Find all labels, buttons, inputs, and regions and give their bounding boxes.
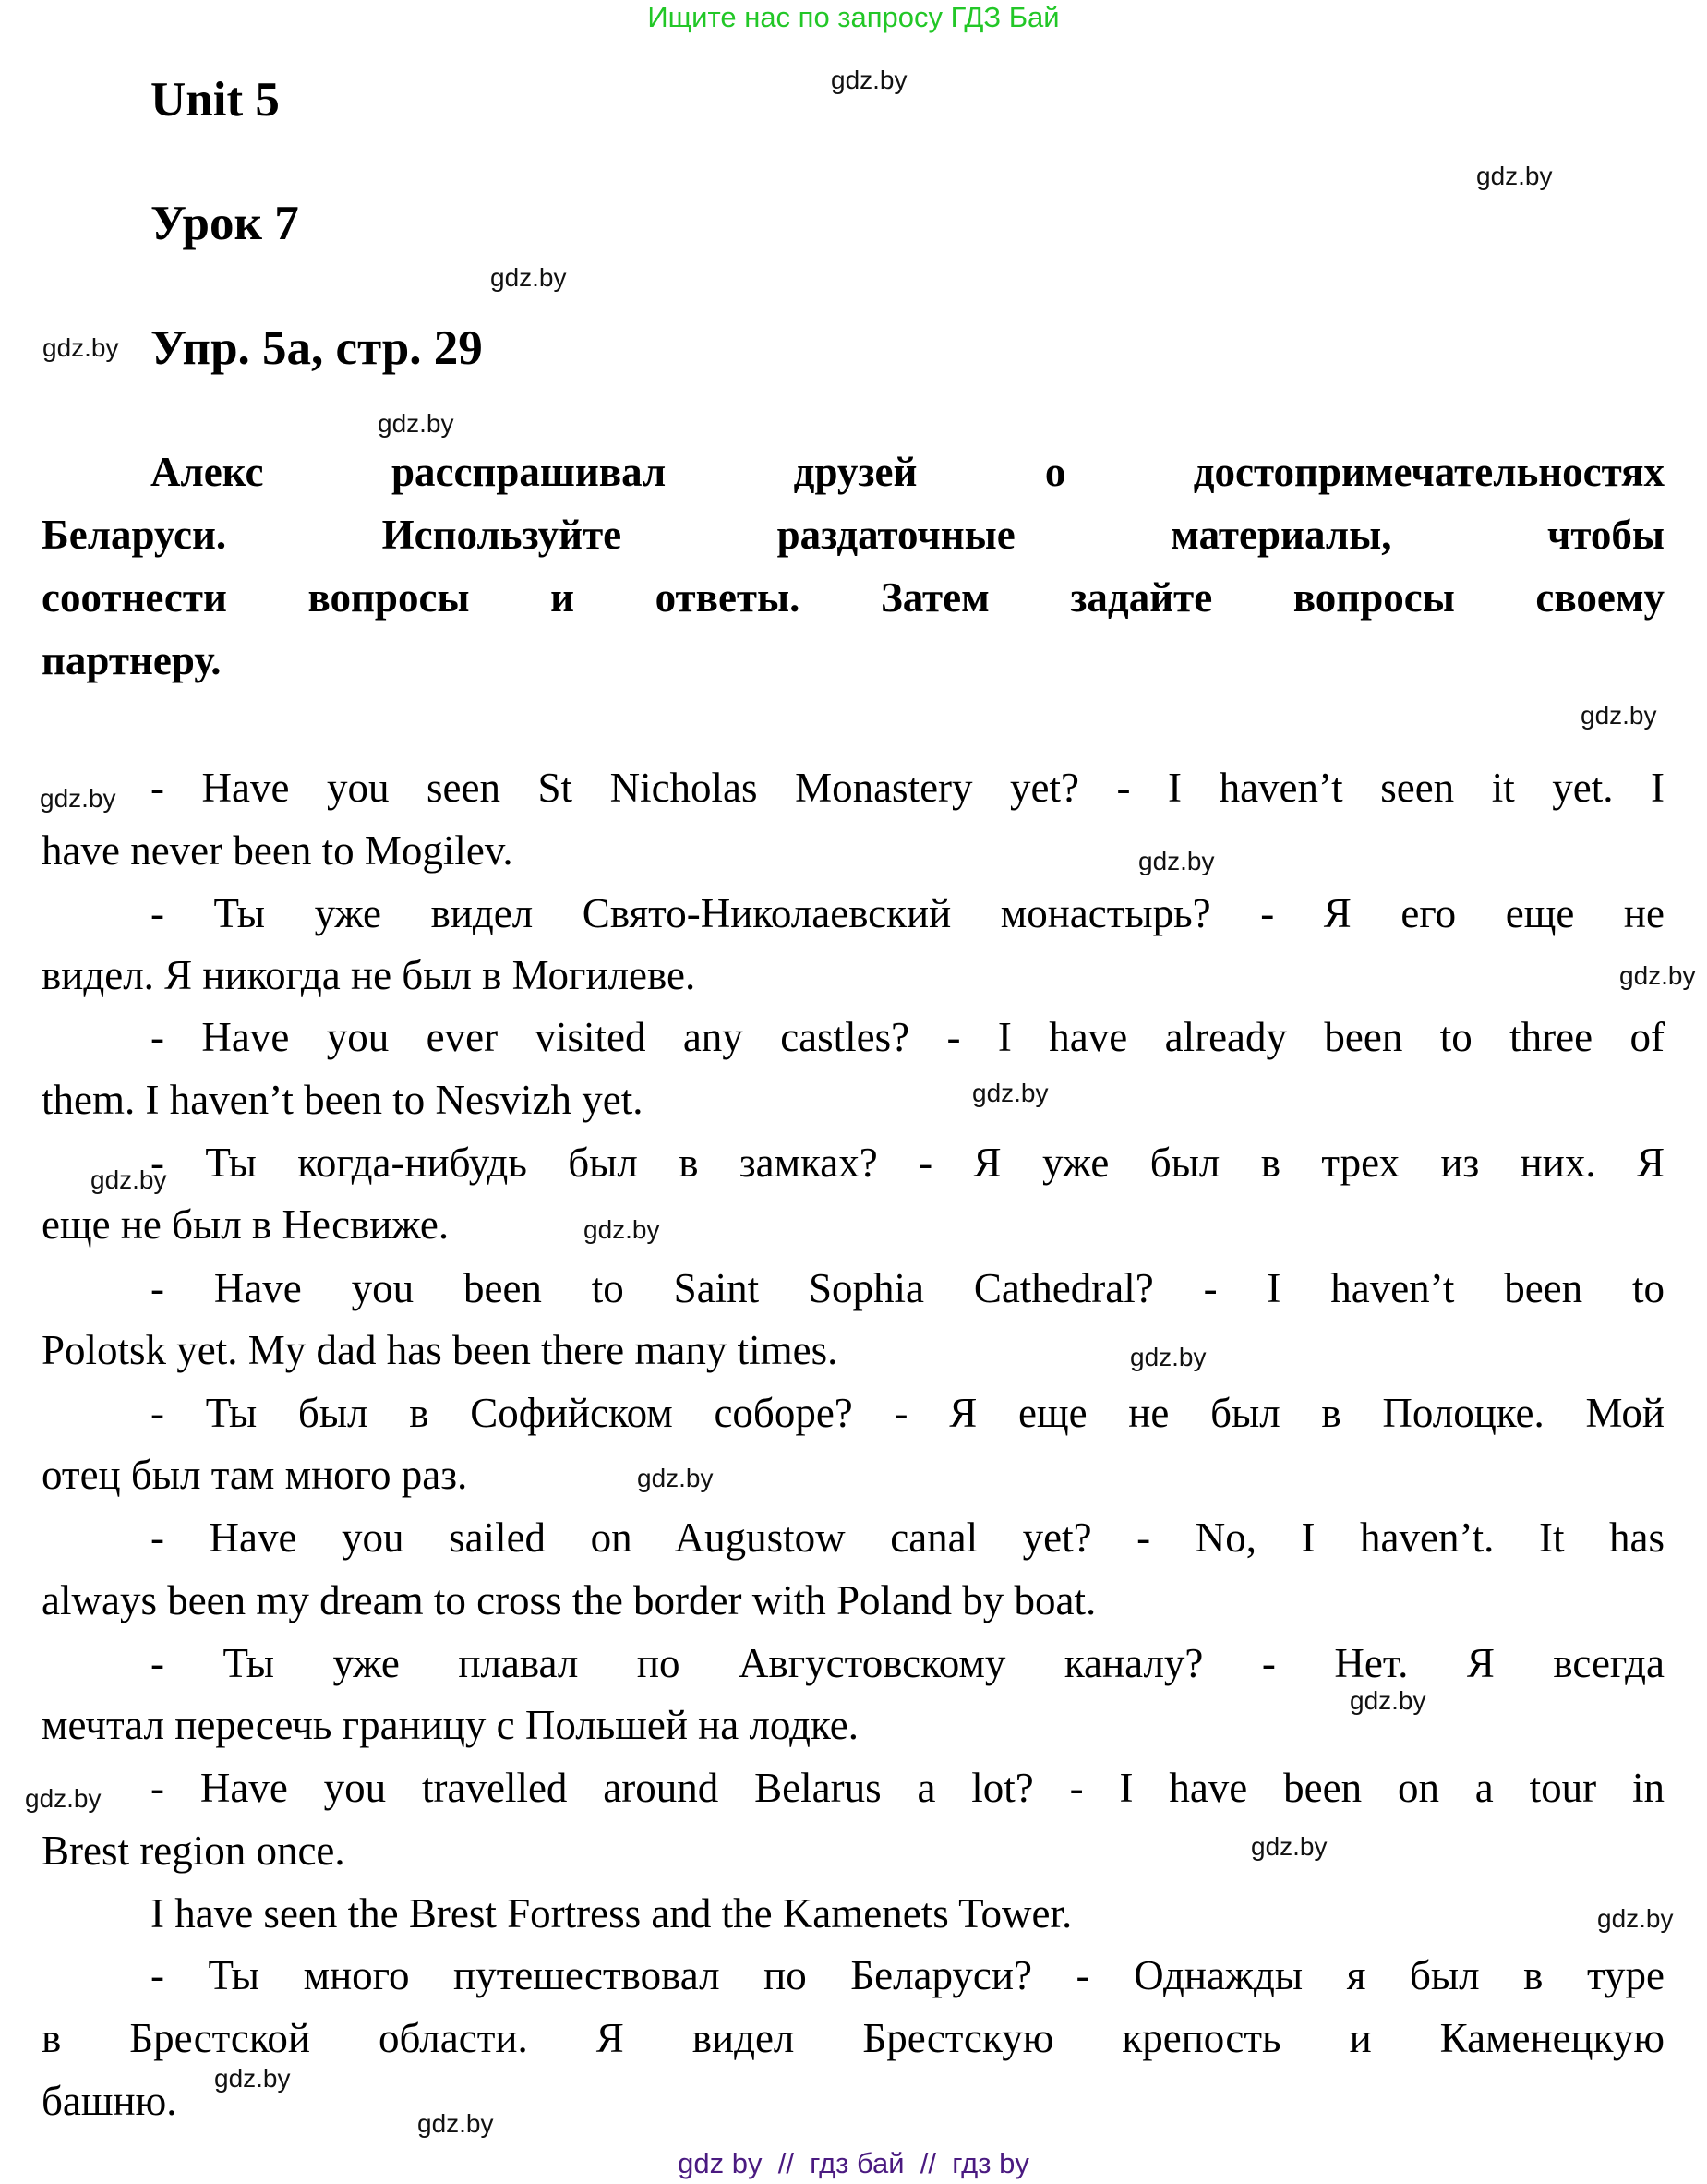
dialogue-line: Brest region once. bbox=[42, 1828, 345, 1874]
dialogue-line: - Have you ever visited any castles? - I have already been to three of bbox=[150, 1014, 1665, 1060]
dialogue-line: I have seen the Brest Fortress and the Kamenets Tower. bbox=[150, 1890, 1073, 1937]
watermark: gdz.by bbox=[42, 333, 119, 362]
watermark: gdz.by bbox=[90, 1165, 167, 1194]
watermark: gdz.by bbox=[1251, 1832, 1328, 1861]
dialogue-line: always been my dream to cross the border with Poland by boat. bbox=[42, 1577, 1097, 1623]
dialogue-line: мечтал пересечь границу с Польшей на лодке. bbox=[42, 1702, 859, 1748]
watermark: gdz.by bbox=[1130, 1343, 1207, 1371]
watermark: gdz.by bbox=[1350, 1686, 1426, 1715]
instruction-line: Беларуси. Используйте раздаточные материалы, чтобы bbox=[42, 512, 1665, 558]
dialogue-line: - Ты уже плавал по Августовскому каналу? - Нет. Я всегда bbox=[150, 1640, 1665, 1686]
watermark: gdz.by bbox=[1138, 847, 1215, 875]
watermark: gdz.by bbox=[1619, 961, 1696, 990]
dialogue-line: видел. Я никогда не был в Могилеве. bbox=[42, 952, 696, 998]
watermark: gdz.by bbox=[1581, 701, 1657, 730]
dialogue-line: еще не был в Несвиже. bbox=[42, 1201, 450, 1248]
dialogue-line: them. I haven’t been to Nesvizh yet. bbox=[42, 1077, 643, 1123]
watermark: gdz.by bbox=[40, 784, 116, 813]
dialogue-line: в Брестской области. Я видел Брестскую крепость и Каменецкую bbox=[42, 2015, 1665, 2061]
watermark: gdz.by bbox=[1597, 1904, 1674, 1933]
lesson-title: Урок 7 bbox=[150, 197, 299, 250]
watermark: gdz.by bbox=[417, 2109, 494, 2138]
dialogue-line: - Have you travelled around Belarus a lot? - I have been on a tour in bbox=[150, 1765, 1665, 1811]
dialogue-line: - Have you seen St Nicholas Monastery yet? - I haven’t seen it yet. I bbox=[150, 765, 1665, 811]
dialogue-line: Polotsk yet. My dad has been there many times. bbox=[42, 1327, 838, 1373]
exercise-title: Упр. 5а, стр. 29 bbox=[150, 321, 483, 375]
footer-links: gdz by // гдз бай // гдз by bbox=[678, 2147, 1029, 2179]
unit-title: Unit 5 bbox=[150, 73, 280, 127]
watermark: gdz.by bbox=[583, 1215, 660, 1244]
watermark: gdz.by bbox=[25, 1784, 102, 1813]
watermark: gdz.by bbox=[637, 1464, 714, 1492]
watermark: gdz.by bbox=[378, 409, 454, 438]
dialogue-line: - Ты много путешествовал по Беларуси? - Однажды я был в туре bbox=[150, 1952, 1665, 1998]
watermark: gdz.by bbox=[214, 2064, 291, 2093]
dialogue-line: отец был там много раз. bbox=[42, 1452, 468, 1498]
dialogue-line: - Have you been to Saint Sophia Cathedral? - I haven’t been to bbox=[150, 1265, 1665, 1311]
dialogue-line: - Ты уже видел Свято-Николаевский монастырь? - Я его еще не bbox=[150, 890, 1665, 936]
watermark: gdz.by bbox=[831, 66, 908, 94]
dialogue-line: - Ты был в Софийском соборе? - Я еще не был в Полоцке. Мой bbox=[150, 1390, 1665, 1436]
dialogue-line: башню. bbox=[42, 2078, 177, 2124]
instruction-line: соотнести вопросы и ответы. Затем задайте вопросы своему bbox=[42, 574, 1665, 621]
search-banner: Ищите нас по запросу ГДЗ Бай bbox=[647, 1, 1060, 33]
instruction-line: Алекс расспрашивал друзей о достопримечательностях bbox=[150, 449, 1665, 495]
dialogue-line: - Have you sailed on Augustow canal yet? - No, I haven’t. It has bbox=[150, 1514, 1665, 1561]
watermark: gdz.by bbox=[1476, 162, 1553, 190]
dialogue-line: have never been to Mogilev. bbox=[42, 827, 513, 874]
watermark: gdz.by bbox=[972, 1079, 1049, 1107]
dialogue-line: - Ты когда-нибудь был в замках? - Я уже был в трех из них. Я bbox=[150, 1140, 1665, 1186]
instruction-line: партнеру. bbox=[42, 637, 222, 683]
watermark: gdz.by bbox=[490, 263, 567, 292]
